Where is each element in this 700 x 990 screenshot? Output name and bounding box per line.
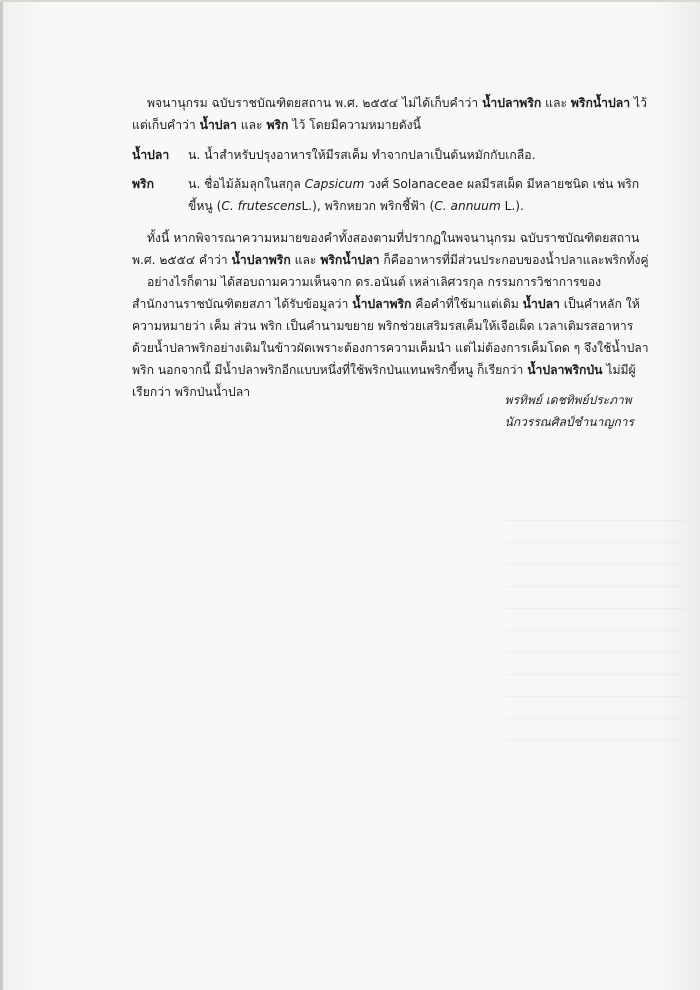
text-segment: น้ำปลาพริก [352,297,412,311]
text-segment: ทั้งนี้ หากพิจารณาความหมายของคำทั้งสองตามที่ปรากฏในพจนานุกรม ฉบับราชบัณฑิตยสถาน พ.ศ. ๒๕๕๔ คำว่า [132,231,640,267]
scan-bleedthrough [505,520,685,750]
text-segment: พจนานุกรม ฉบับราชบัณฑิตยสถาน พ.ศ. ๒๕๕๔ ไม่ได้เก็บคำว่า [147,96,483,110]
text-segment: น. น้ำสำหรับปรุงอาหารให้มีรสเค็ม ทำจากปลาเป็นต้นหมักกับเกลือ. [188,148,536,162]
text-segment: น้ำปลาพริกป่น [527,363,603,377]
text-segment: ไว้ [630,96,647,110]
text-segment: แต่เก็บคำว่า [132,118,200,132]
text-segment: พริกน้ำปลา [320,253,380,267]
text-segment: อย่างไรก็ตาม ได้สอบถามความเห็นจาก ดร.อนันต์ เหล่าเลิศวรกุล กรรมการวิชาการของสำนักงานราชบัณฑิตยสภา ได้รับข้อมูลว่า [132,275,602,311]
paper-left-edge [0,0,3,990]
text-segment: คือคำที่ใช้มาแต่เดิม [411,297,523,311]
text-segment: เป็นคำหลัก ให้ความหมายว่า เค็ม ส่วน พริก เป็นคำนามขยาย พริกช่วยเสริมรสเค็มให้เจือเผ็ด เวลาเติมรสอาหารด้วยน้ำปลาพริกอย่างเติมในข้าวผัดเพราะต้องการความเค็มนำ แต่ไม่ต้องการเค็มโดด ๆ จึงใช้น้ำปลาพริก นอกจากนี้ มีน้ำปลาพริกอีกแบบหนึ่งที่ใช้พริกป่นแทนพริกขี้หนู ก็เรียกว่า [132,297,649,377]
signer-name: พรทิพย์ เดชทิพย์ประภาพ [504,393,632,407]
text-segment: และ [541,96,571,110]
opinion-paragraph [132,271,652,403]
document-body [132,92,652,403]
text-segment: Capsicum [304,177,365,191]
text-segment: พริก [266,118,289,132]
text-segment: น. ชื่อไม้ล้มลุกในสกุล [188,177,305,191]
text-segment: พริกน้ำปลา [570,96,631,110]
text-segment: และ [290,253,321,267]
definition-prik [132,173,652,217]
text-segment: ไว้ โดยมีความหมายดังนี้ [288,118,421,132]
text-segment: L.). [500,199,524,213]
definition-term: น้ำปลา [132,148,170,162]
consideration-paragraph [132,227,652,271]
signature-block [505,389,634,433]
text-segment: และ [236,118,267,132]
text-segment: น้ำปลาพริก [482,96,542,110]
definition-term: พริก [132,177,154,191]
text-segment: น้ำปลา [199,118,237,132]
text-segment: ก็คืออาหารที่มีส่วนประกอบของน้ำปลาและพริกทั้งคู่ [379,253,649,267]
signer-title: นักวรรณศิลป์ชำนาญการ [504,415,634,429]
definition-text [188,144,652,166]
text-segment: C. frutescens [221,199,302,213]
text-segment: L.), พริกหยวก พริกชี้ฟ้า ( [301,199,435,213]
text-segment: น้ำปลาพริก [231,253,291,267]
text-segment: น้ำปลา [522,297,560,311]
definition-nampla [132,144,652,166]
definition-text [188,173,652,217]
text-segment: วงศ์ Solanaceae ผลมีรสเผ็ด มีหลายชนิด เช่น พริกขี้หนู ( [188,177,640,213]
intro-paragraph [132,92,652,136]
definitions-list [132,144,652,217]
text-segment: ไม่มีผู้เรียกว่า พริกป่นน้ำปลา [132,363,636,399]
paper-top-edge [0,0,700,2]
text-segment: C. annuum [434,199,501,213]
